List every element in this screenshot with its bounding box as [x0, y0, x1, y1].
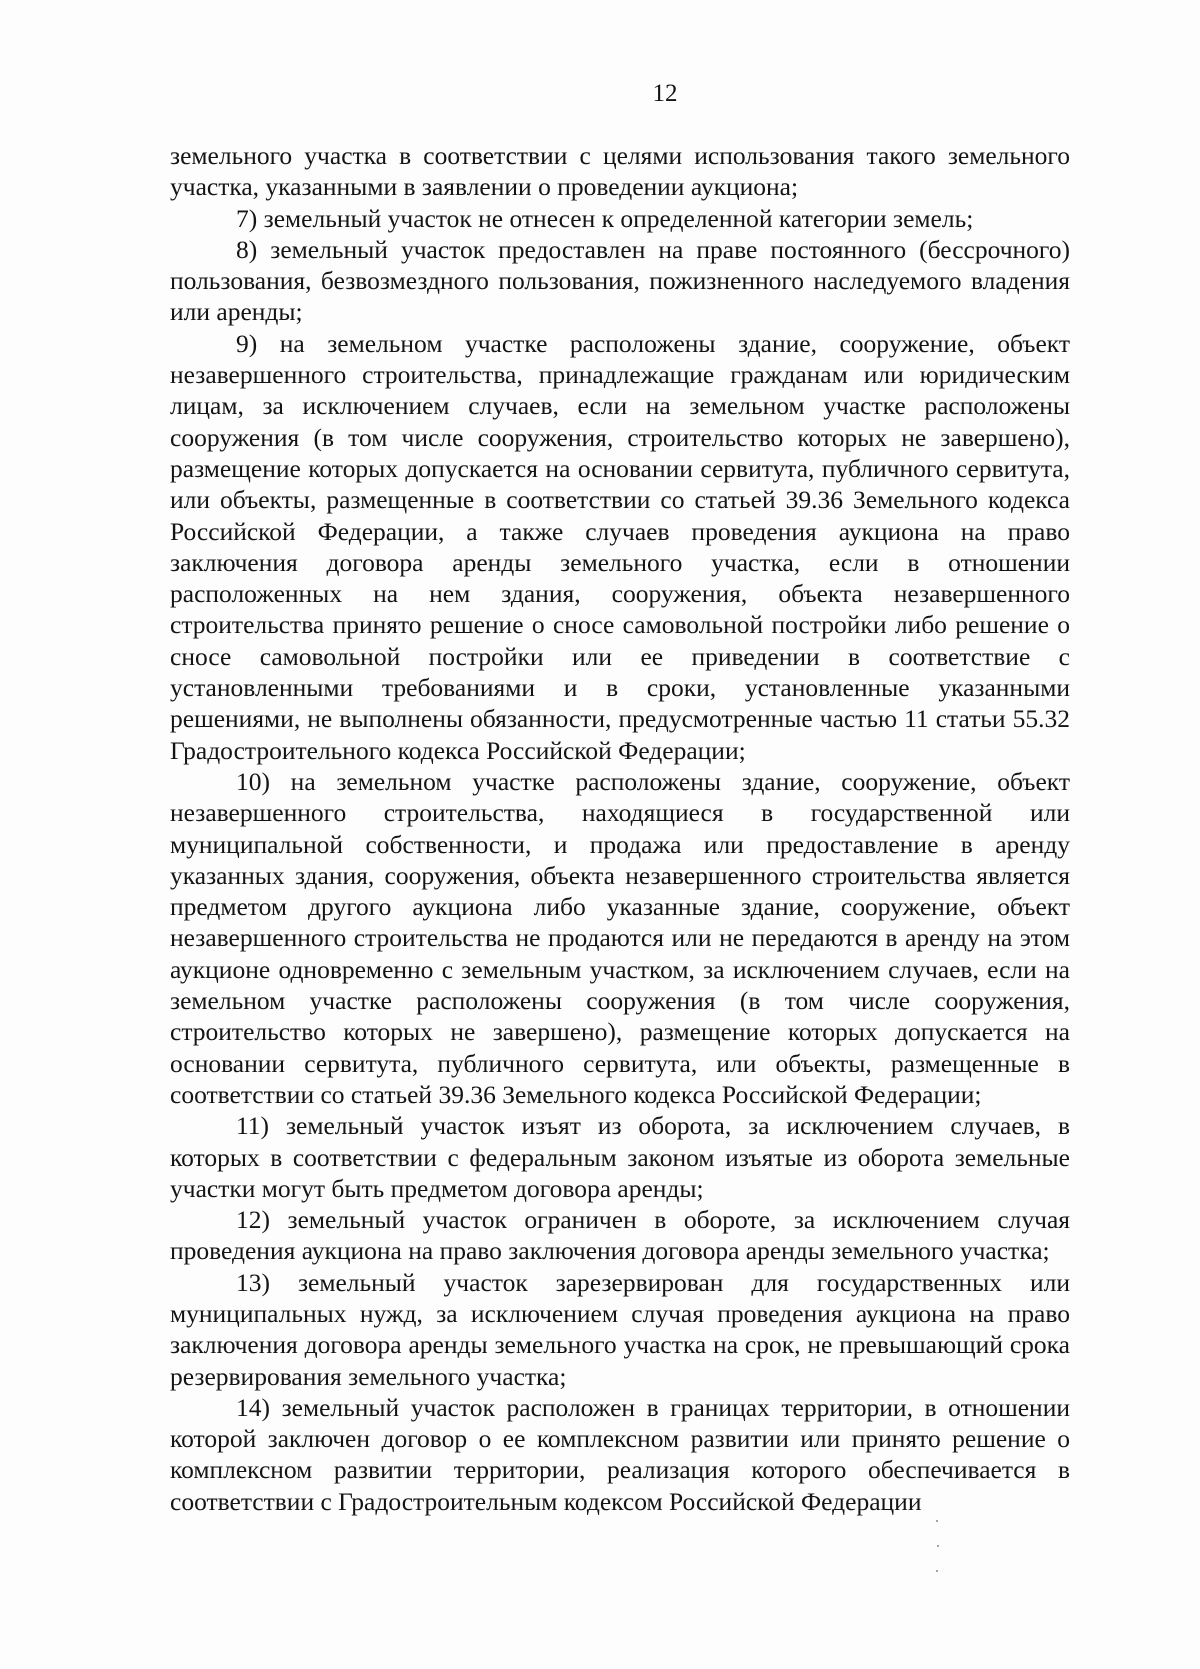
scan-speck — [937, 1545, 939, 1547]
paragraph-item-13: 13) земельный участок зарезервирован для государственных или муниципальных нужд, за исключением случая проведения аукциона на право заключения договора аренды земельного участка на срок, не превышающий срока резервирования земельного участка; — [170, 1267, 1070, 1391]
paragraph-continuation: земельного участка в соответствии с целями использования такого земельного участка, указанными в заявлении о проведении аукциона; — [170, 141, 1070, 202]
page-number: 12 — [652, 80, 678, 107]
paragraph-item-10: 10) на земельном участке расположены здание, сооружение, объект незавершенного строительства, находящиеся в государственной или муниципальной собственности, и продажа или предоставление в аренду указанных здания, сооружения, объекта незавершенного строительства является предметом другого аукциона либо указанные здание, сооружение, объект незавершенного строительства не продаются или не передаются в аренду на этом аукционе одновременно с земельным участком, за исключением случаев, если на земельном участке расположены сооружения (в том числе сооружения, строительство которых не завершено), размещение которых допускается на основании сервитута, публичного сервитута, или объекты, размещенные в соответствии со статьей 39.36 Земельного кодекса Российской Федерации; — [170, 766, 1070, 1109]
document-body — [170, 140, 1070, 1517]
paragraph-item-12: 12) земельный участок ограничен в обороте, за исключением случая проведения аукциона на право заключения договора аренды земельного участка; — [170, 1205, 1070, 1266]
paragraph-item-14: 14) земельный участок расположен в границах территории, в отношении которой заключен договор о ее комплексном развитии или принято решение о комплексном развитии территории, реализация которого обеспечивается в соответствии с Градостроительным кодексом Российской Федерации — [170, 1392, 1070, 1516]
scan-speck — [936, 1570, 938, 1572]
paragraph-item-11: 11) земельный участок изъят из оборота, за исключением случаев, в которых в соответствии с федеральным законом изъятые из оборота земельные участки могут быть предметом договора аренды; — [170, 1111, 1070, 1203]
paragraph-item-8: 8) земельный участок предоставлен на праве постоянного (бессрочного) пользования, безвозмездного пользования, пожизненного наследуемого владения или аренды; — [170, 234, 1070, 327]
paragraph-item-9: 9) на земельном участке расположены здание, сооружение, объект незавершенного строительства, принадлежащие гражданам или юридическим лицам, за исключением случаев, если на земельном участке расположены сооружения (в том числе сооружения, строительство которых не завершено), размещение которых допускается на основании сервитута, публичного сервитута, или объекты, размещенные в соответствии со статьей 39.36 Земельного кодекса Российской Федерации, а также случаев проведения аукциона на право заключения договора аренды земельного участка, если в отношении расположенных на нем здания, сооружения, объекта незавершенного строительства принято решение о сносе самовольной постройки либо решение о сносе самовольной постройки или ее приведении в соответствие с установленными требованиями и в сроки, установленные указанными решениями, не выполнены обязанности, предусмотренные частью 11 статьи 55.32 Градостроительного кодекса Российской Федерации; — [170, 328, 1070, 765]
paragraph-item-7: 7) земельный участок не отнесен к определенной категории земель; — [236, 203, 974, 233]
scan-speck — [936, 1520, 938, 1522]
